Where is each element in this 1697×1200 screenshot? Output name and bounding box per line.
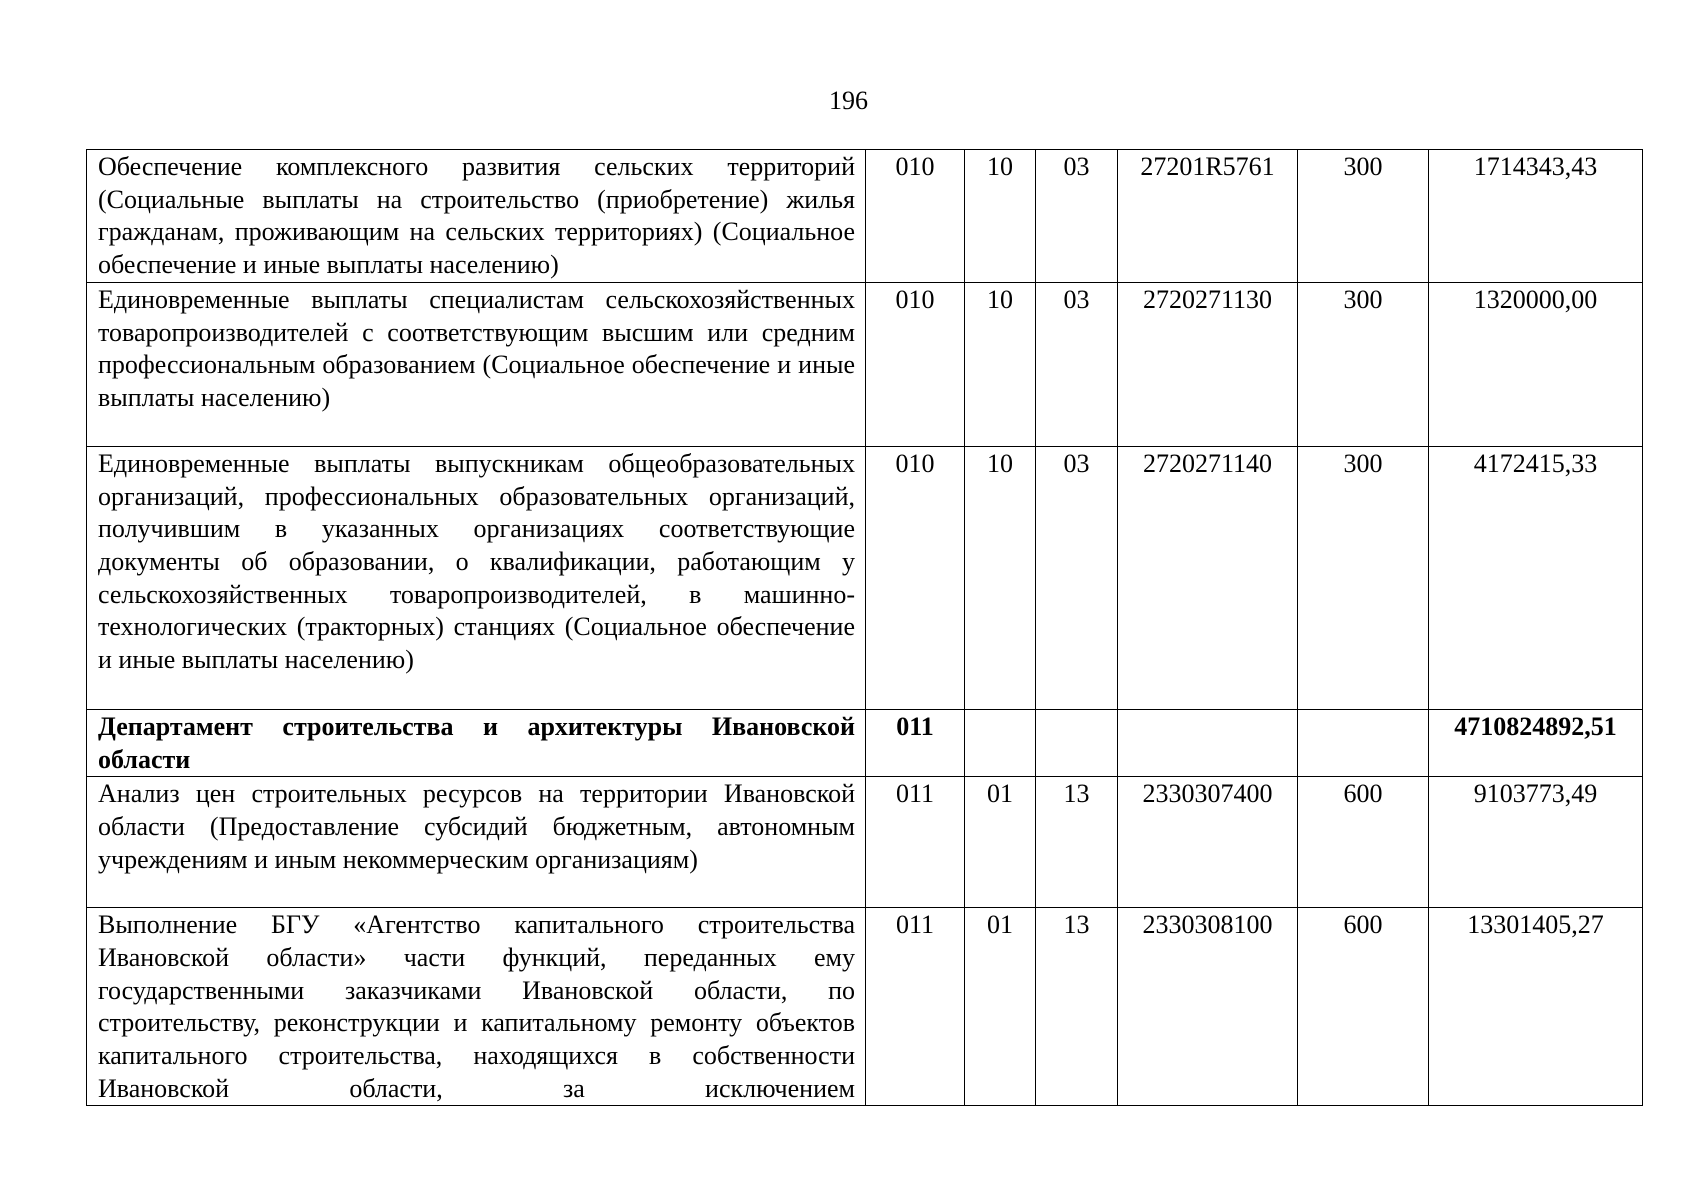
table-row <box>87 150 1643 283</box>
amount-value: 13301405,27 <box>1429 908 1643 1106</box>
section-code: 10 <box>965 282 1036 446</box>
ministry-code: 011 <box>866 908 965 1106</box>
expense-type-code: 300 <box>1298 282 1429 446</box>
target-article-code: 2720271130 <box>1118 282 1298 446</box>
ministry-code: 011 <box>866 709 965 776</box>
expense-type-code: 600 <box>1298 777 1429 908</box>
table-row <box>87 282 1643 446</box>
page-number: 196 <box>829 86 868 115</box>
row-name: Обеспечение комплексного развития сельских территорий (Социальные выплаты на строительство (приобретение) жилья гражданам, проживающим на сельских территориях) (Социальное обеспечение и иные выплаты населению) <box>87 150 866 283</box>
target-article-code: 2330308100 <box>1118 908 1298 1106</box>
subsection-code: 03 <box>1036 150 1118 283</box>
subsection-code: 03 <box>1036 446 1118 709</box>
amount-value: 4172415,33 <box>1429 446 1643 709</box>
expense-type-code: 600 <box>1298 908 1429 1106</box>
expense-type-code: 300 <box>1298 150 1429 283</box>
section-code: 10 <box>965 446 1036 709</box>
subsection-code: 03 <box>1036 282 1118 446</box>
subsection-code: 13 <box>1036 777 1118 908</box>
row-name: Департамент строительства и архитектуры Ивановской области <box>87 709 866 776</box>
table-row <box>87 777 1643 908</box>
ministry-code: 011 <box>866 777 965 908</box>
row-name: Единовременные выплаты выпускникам общеобразовательных организаций, профессиональных образовательных организаций, получившим в указанных организациях соответствующие документы об образовании, о квалификации, работающим у сельскохозяйственных товаропроизводителей, в машинно-технологических (тракторных) станциях (Социальное обеспечение и иные выплаты населению) <box>87 446 866 709</box>
amount-value: 1714343,43 <box>1429 150 1643 283</box>
row-name: Выполнение БГУ «Агентство капитального строительства Ивановской области» части функций, переданных ему государственными заказчиками Ивановской области, по строительству, реконструкции и капитальному ремонту объектов капитального строительства, находящихся в собственности Ивановской области, за исключением <box>87 908 866 1106</box>
target-article-code: 2720271140 <box>1118 446 1298 709</box>
budget-table <box>86 149 1643 1106</box>
section-code: 01 <box>965 777 1036 908</box>
section-code: 01 <box>965 908 1036 1106</box>
expense-type-code: 300 <box>1298 446 1429 709</box>
row-name: Анализ цен строительных ресурсов на территории Ивановской области (Предоставление субсидий бюджетным, автономным учреждениям и иным некоммерческим организациям) <box>87 777 866 908</box>
section-code: 10 <box>965 150 1036 283</box>
table-row <box>87 908 1643 1106</box>
target-article-code <box>1118 709 1298 776</box>
table-row <box>87 446 1643 709</box>
expense-type-code <box>1298 709 1429 776</box>
subsection-code <box>1036 709 1118 776</box>
ministry-code: 010 <box>866 150 965 283</box>
amount-value: 4710824892,51 <box>1429 709 1643 776</box>
ministry-code: 010 <box>866 282 965 446</box>
row-name: Единовременные выплаты специалистам сельскохозяйственных товаропроизводителей с соответствующим высшим или средним профессиональным образованием (Социальное обеспечение и иные выплаты населению) <box>87 282 866 446</box>
section-code <box>965 709 1036 776</box>
ministry-code: 010 <box>866 446 965 709</box>
target-article-code: 2330307400 <box>1118 777 1298 908</box>
amount-value: 1320000,00 <box>1429 282 1643 446</box>
target-article-code: 27201R5761 <box>1118 150 1298 283</box>
table-row-department <box>87 709 1643 776</box>
subsection-code: 13 <box>1036 908 1118 1106</box>
amount-value: 9103773,49 <box>1429 777 1643 908</box>
